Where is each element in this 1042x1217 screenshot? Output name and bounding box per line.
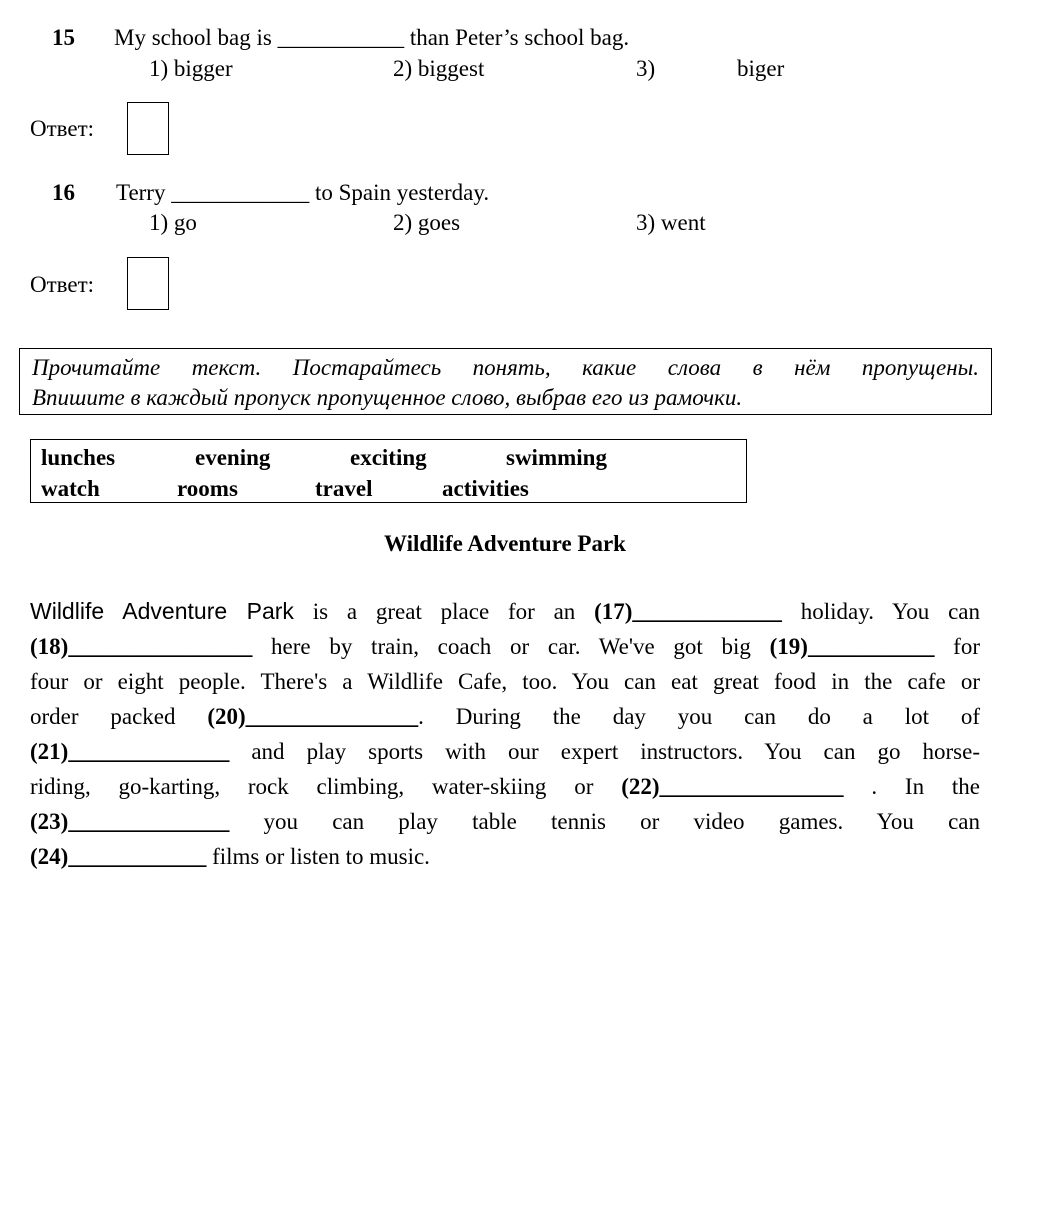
option-3-text: biger [737,56,785,81]
option-2: 2) biggest [393,56,485,81]
passage-line-2: (18)________________ here by train, coach or car. We've got big (19)___________ for [30,634,980,659]
passage-line-5: (21)______________ and play sports with our expert instructors. You can go horse- [30,739,980,764]
word-bank-item: swimming [506,445,607,470]
question-number: 15 [52,25,75,50]
passage-line-4: order packed (20)_______________. During the day you can do a lot of [30,704,981,729]
option-3-number: 3) [636,56,656,81]
word-bank-item: watch [41,476,100,501]
option-2: 2) goes [393,210,461,235]
answer-label: Ответ: [30,116,95,141]
stem-before: Terry [116,180,166,205]
answer-box-15[interactable] [127,102,169,155]
stem-after: than Peter’s school bag. [409,25,630,50]
passage [30,594,980,874]
stem-before: My school bag is [114,25,272,50]
passage-line-8: (24)____________ films or listen to music. [30,844,430,869]
question-stem [114,23,629,53]
instruction-line-2: Впишите в каждый пропуск пропущенное слово, выбрав его из рамочки. [32,385,743,410]
passage-line-3: four or eight people. There's a Wildlife Cafe, too. You can eat great food in the cafe or [30,669,980,694]
word-bank-item: travel [315,476,373,501]
passage-line-1: Wildlife Adventure Park is a great place for an (17)_____________ holiday. You can [30,598,980,624]
question-stem [116,178,489,208]
stem-after: to Spain yesterday. [314,180,490,205]
instruction-line-1: Прочитайте текст. Постарайтесь понять, какие слова в нём пропущены. [32,355,979,380]
stem-blank: ____________ [171,180,310,205]
word-bank [30,439,747,503]
option-3: 3) went [636,210,706,235]
passage-title: Wildlife Adventure Park [384,531,626,556]
word-bank-item: activities [442,476,529,501]
word-bank-item: exciting [350,445,427,470]
passage-line-7: (23)______________ you can play table tennis or video games. You can [30,809,980,834]
answer-label: Ответ: [30,272,95,297]
option-1: 1) go [149,210,197,235]
word-bank-item: rooms [177,476,238,501]
option-1: 1) bigger [149,56,233,81]
answer-box-16[interactable] [127,257,169,310]
instruction-box [19,348,992,415]
word-bank-item: lunches [41,445,116,470]
passage-line-6: riding, go-karting, rock climbing, water-skiing or (22)________________ . In the [30,774,980,799]
question-number: 16 [52,180,75,205]
word-bank-item: evening [195,445,271,470]
stem-blank: ___________ [277,25,405,50]
